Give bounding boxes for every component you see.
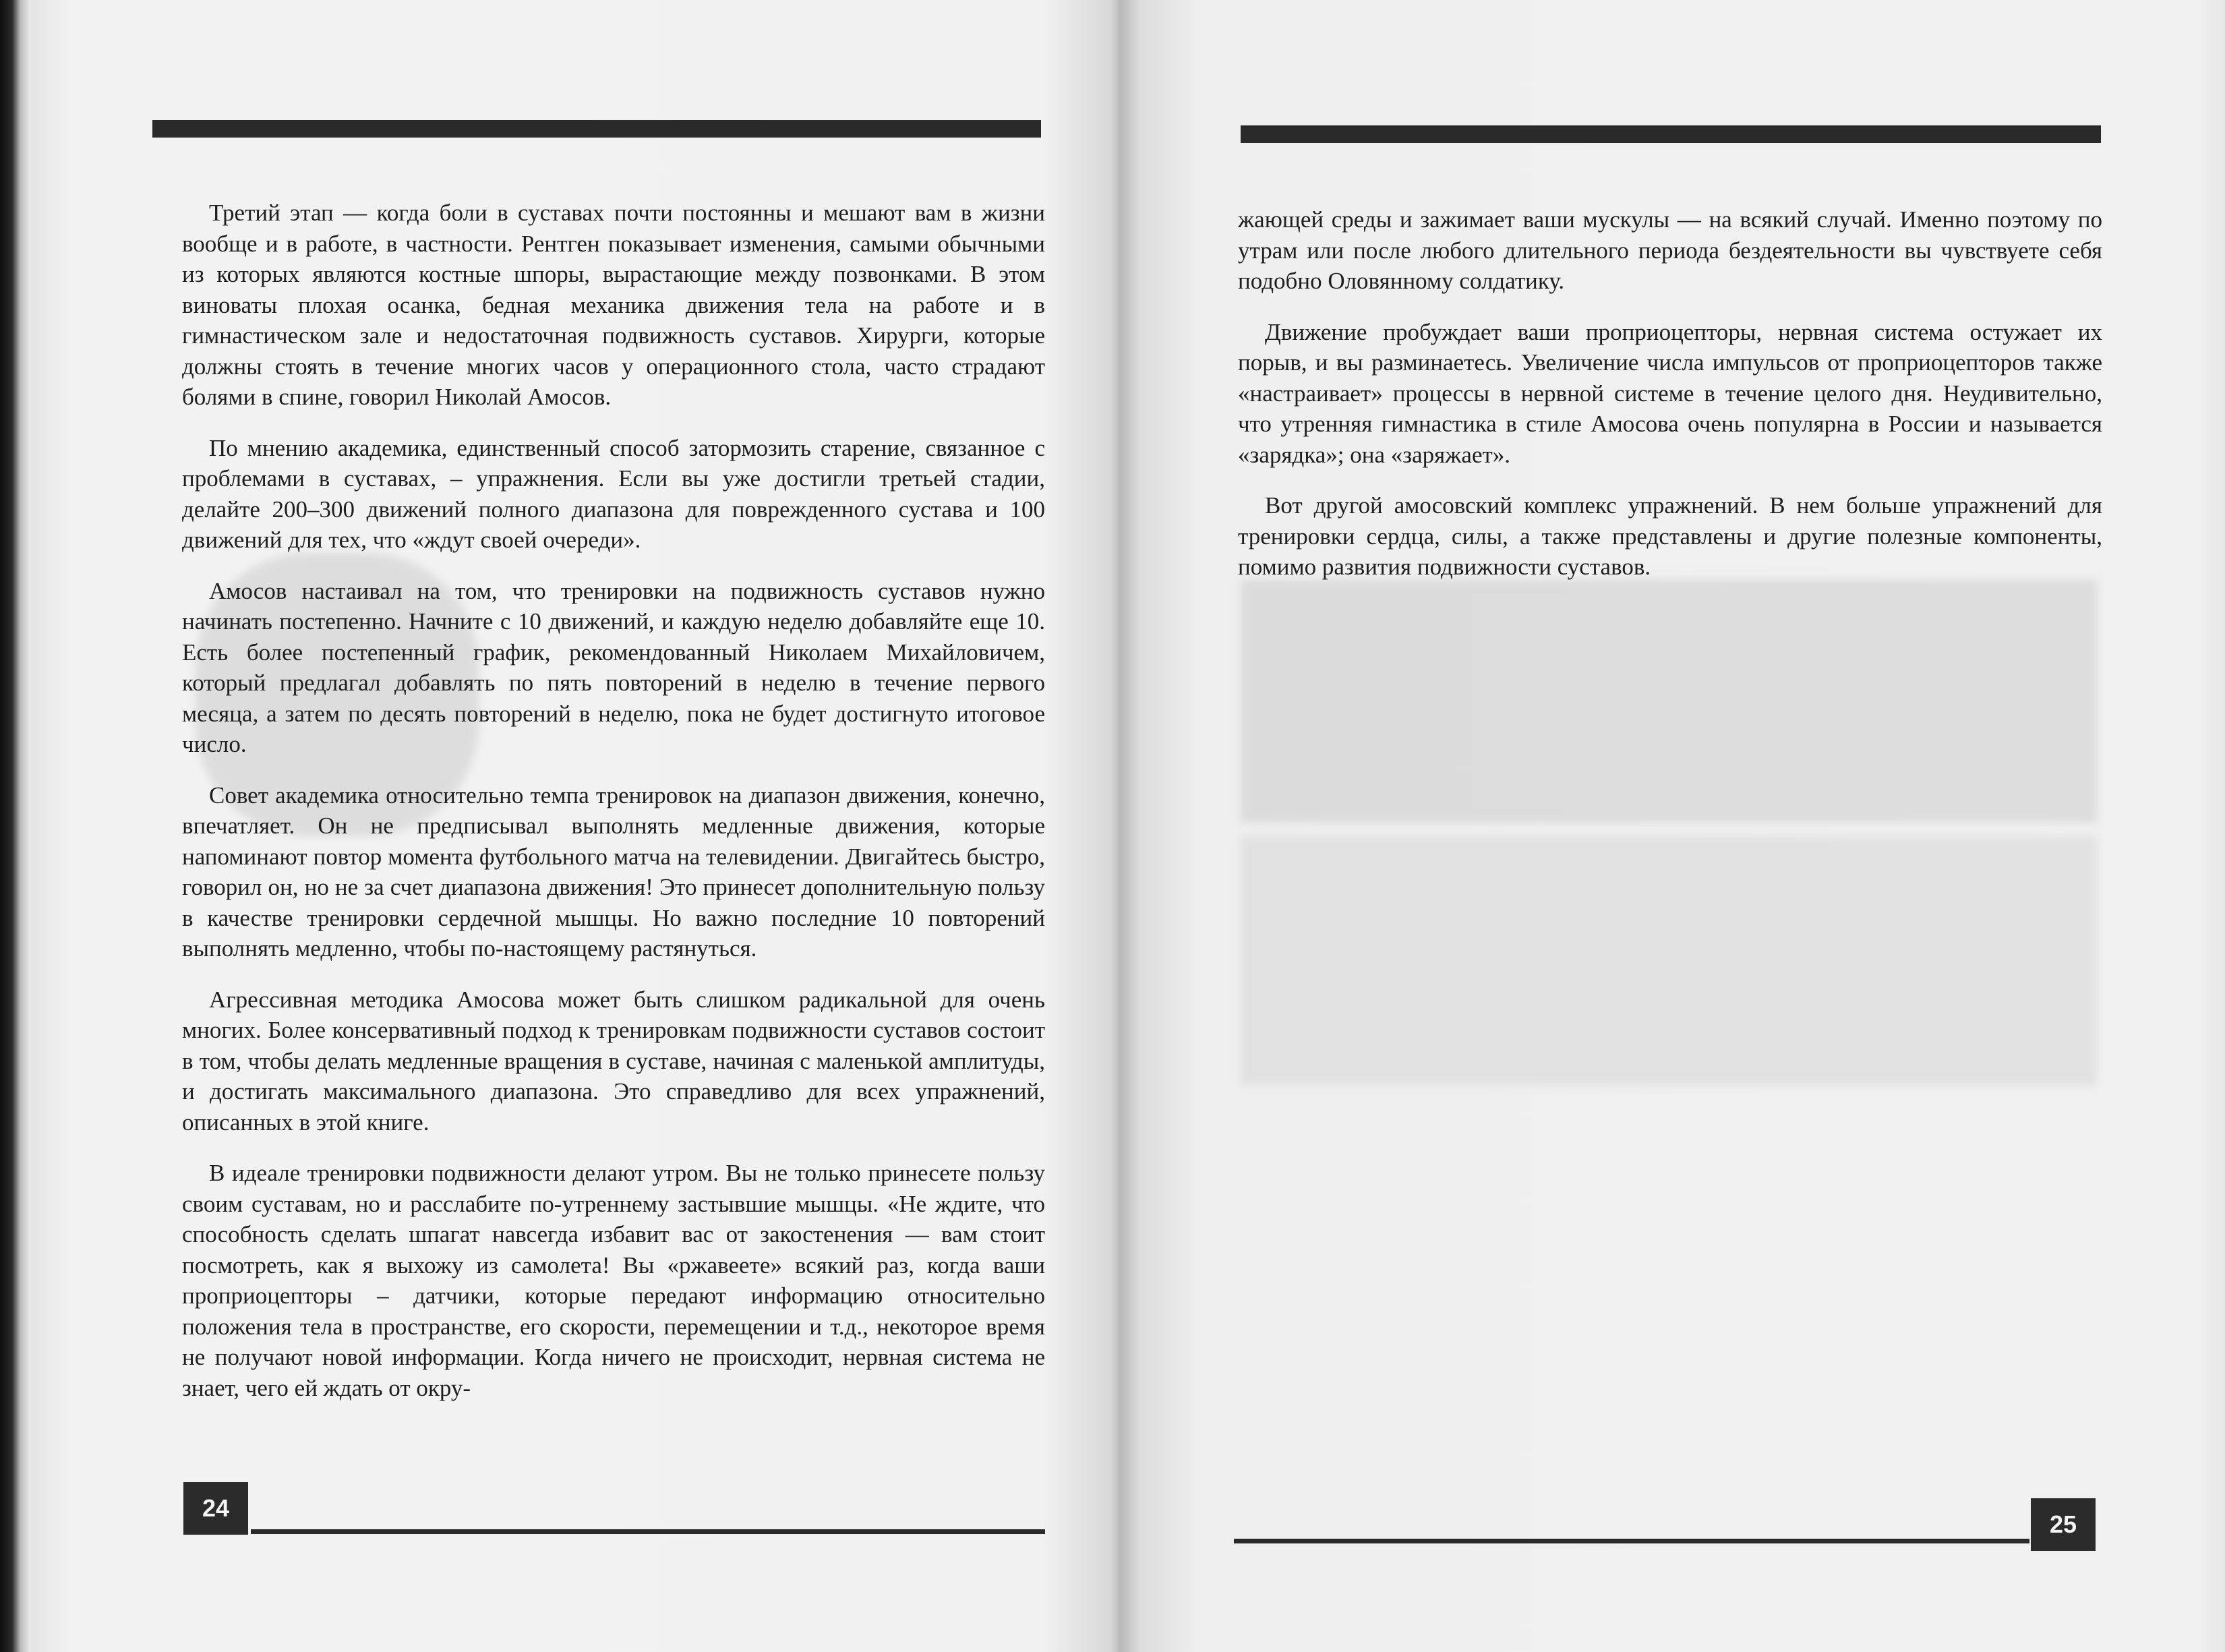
book-edge bbox=[0, 0, 31, 1652]
paragraph: Совет академика относительно темпа тренировок на диапазон движения, конечно, впечатляет. Он не предписывал выполнять медленные движения, которые напоминают повтор момента футбольного матча на телевидении. Двигайтесь быстро, говорил он, но не за счет диапазона движения! Это принесет дополнительную пользу в качестве тренировки сердечной мышцы. Но важно последние 10 повторений выполнять медленно, чтобы по-настоящему растянуться. bbox=[182, 781, 1045, 962]
paragraph: Вот другой амосовский комплекс упражнений. В нем больше упражнений для тренировки сердца, силы, а также представлены и другие полезные компоненты, помимо развития подвижности суставов. bbox=[1238, 492, 2102, 580]
header-rule bbox=[152, 120, 1041, 138]
page-number: 25 bbox=[2031, 1498, 2096, 1551]
bleed-through-shadow bbox=[1241, 580, 2097, 823]
paragraph: Амосов настаивал на том, что тренировки на подвижность суставов нужно начинать постепенно. Начните с 10 движений, и каждую неделю добавляйте еще 10. Есть более постепенный график, рекомендованный Николаем Михайловичем, который предлагал добавлять по пять повторений в неделю в течение первого месяца, а затем по десять повторений в неделю, пока не будет достигнуто итоговое число. bbox=[182, 577, 1045, 757]
right-text-column bbox=[1238, 204, 2102, 603]
paragraph: В идеале тренировки подвижности делают утром. Вы не только принесете пользу своим суставам, но и расслабите по-утреннему застывшие мышцы. «Не ждите, что способность сделать шпагат навсегда избавит вас от закостенения — вам стоит посмотреть, как я выхожу из самолета! Вы «ржавеете» всякий раз, когда ваши проприоцепторы – датчики, которые передают информацию относительно положения тела в пространстве, его скорости, перемещении и т.д., некоторое время не получают новой информации. Когда ничего не происходит, нервная система не знает, чего ей ждать от окру- bbox=[182, 1160, 1045, 1401]
paragraph: Третий этап — когда боли в суставах почти постоянны и мешают вам в жизни вообще и в работе, в частности. Рентген показывает изменения, самыми обычными из которых являются костные шпоры, вырастающие между позвонками. В этом виноваты плохая осанка, бедная механика движения тела на работе и в гимнастическом зале и недостаточная подвижность суставов. Хирурги, которые должны стоять в течение многих часов у операционного стола, часто страдают болями в спине, говорил Николай Амосов. bbox=[182, 200, 1045, 410]
footer-rule bbox=[251, 1529, 1045, 1534]
page-number: 24 bbox=[183, 1482, 248, 1535]
bleed-through-shadow bbox=[1241, 836, 2097, 1086]
paragraph: По мнению академика, единственный способ затормозить старение, связанное с проблемами в суставах, – упражнения. Если вы уже достигли третьей стадии, делайте 200–300 движений полного диапазона для поврежденного сустава и 100 движений для тех, что «ждут своей очереди». bbox=[182, 434, 1045, 553]
paragraph: Агрессивная методика Амосова может быть слишком радикальной для очень многих. Более консервативный подход к тренировкам подвижности суставов состоит в том, чтобы делать медленные вращения в суставе, начиная с маленькой амплитуды, и достигать максимального диапазона. Это справедливо для всех упражнений, описанных в этой книге. bbox=[182, 986, 1045, 1135]
paragraph: жающей среды и зажимает ваши мускулы — на всякий случай. Именно поэтому по утрам или после любого длительного периода бездеятельности вы чувствуете себя подобно Оловянному солдатику. bbox=[1238, 206, 2102, 294]
paragraph: Движение пробуждает ваши проприоцепторы, нервная система остужает их порыв, и вы разминаетесь. Увеличение числа импульсов от проприоцепторов также «настраивает» процессы в нервной системе в течение целого дня. Неудивительно, что утренняя гимнастика в стиле Амосова очень популярна в России и называется «зарядка»; она «заряжает». bbox=[1238, 318, 2102, 468]
left-text-column bbox=[182, 198, 1045, 1423]
footer-rule bbox=[1234, 1539, 2029, 1543]
header-rule bbox=[1241, 125, 2101, 143]
